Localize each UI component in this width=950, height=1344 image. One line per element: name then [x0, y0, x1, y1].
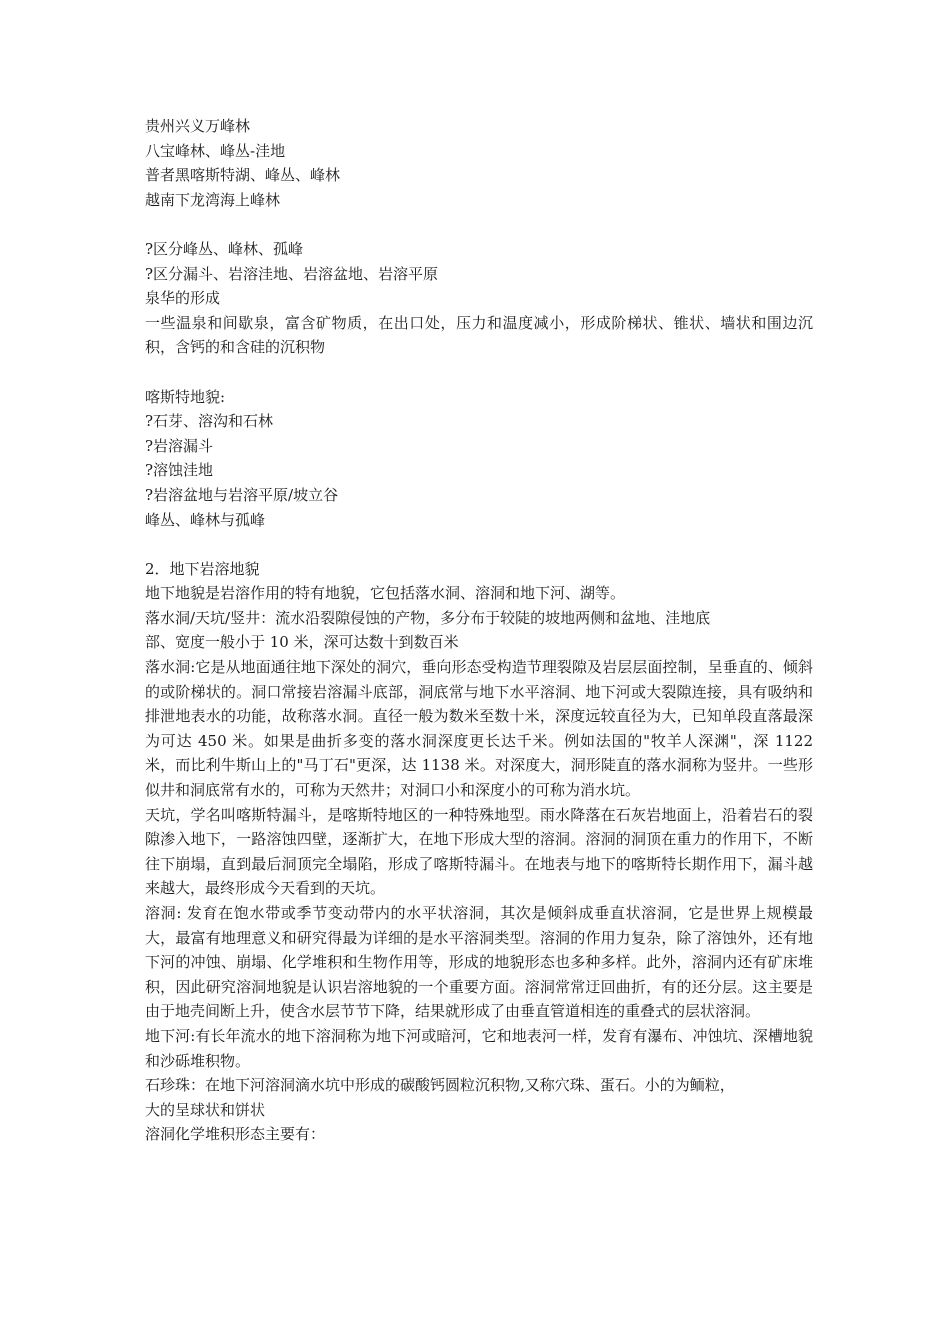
underground-river-paragraph: 地下河:有长年流水的地下溶洞称为地下河或暗河，它和地表河一样，发育有瀑布、冲蚀坑、深槽地貌和沙砾堆积物。 — [145, 1026, 813, 1070]
intro-line-3: 普者黑喀斯特湖、峰丛、峰林 — [145, 166, 341, 185]
intro-line-1: 贵州兴义万峰林 — [145, 117, 251, 135]
pearl-line-1: 石珍珠：在地下河溶洞滴水坑中形成的碳酸钙圆粒沉积物,又称穴珠、蛋石。小的为鲕粒， — [145, 1076, 735, 1095]
sinkhole-paragraph: 落水洞:它是从地面通往地下深处的洞穴，垂向形态受构造节理裂隙及岩层层面控制，呈垂直的、倾斜的或阶梯状的。洞口常接岩溶漏斗底部，洞底常与地下水平溶洞、地下河或大裂隙连接，具有吸纳和排泄地表水的功能，故称落水洞。直径一般为数米至数十米，深度远较直径为大，已知单段直落最深为可达 450 米。如果是曲折多变的落水洞深度更长达千米。例如法国的"牧羊人深渊"，深 1122 米，而比利牛斯山上的"马丁石"更深，达 1138 米。对深度大，洞形陡直的落水洞称为竖井。一些形似井和洞底常有水的，可称为天然井；对洞口小和深度小的可称为消水坑。 — [145, 658, 813, 800]
intro-line-2: 八宝峰林、峰丛-洼地 — [145, 141, 286, 160]
karst-item-1: ?石芽、溶沟和石林 — [145, 412, 274, 431]
section-heading: 2．地下岩溶地貌 — [145, 559, 260, 578]
document-page — [145, 114, 813, 1147]
tiankeng-paragraph: 天坑，学名叫喀斯特漏斗，是喀斯特地区的一种特殊地型。雨水降落在石灰岩地面上，沿着岩石的裂隙渗入地下，一路溶蚀四壁，逐渐扩大，在地下形成大型的溶洞。溶洞的洞顶在重力的作用下，不断往下崩塌，直到最后洞顶完全塌陷，形成了喀斯特漏斗。在地表与地下的喀斯特长期作用下，漏斗越来越大，最终形成今天看到的天坑。 — [145, 805, 813, 898]
distinguish-line-1: ?区分峰丛、峰林、孤峰 — [145, 239, 304, 258]
spring-title: 泉华的形成 — [145, 289, 221, 308]
karst-item-3: ?溶蚀洼地 — [145, 461, 214, 480]
blank-line — [145, 360, 813, 385]
intro-line-4: 越南下龙湾海上峰林 — [145, 190, 281, 209]
shaft-line-2: 部、宽度一般小于 10 米，深可达数十到数百米 — [145, 633, 459, 652]
underground-intro: 地下地貌是岩溶作用的特有地貌，它包括落水洞、溶洞和地下河、湖等。 — [145, 584, 626, 603]
karst-item-5: 峰丛、峰林与孤峰 — [145, 510, 266, 529]
chemical-deposits-line: 溶洞化学堆积形态主要有： — [145, 1125, 326, 1144]
distinguish-line-2: ?区分漏斗、岩溶洼地、岩溶盆地、岩溶平原 — [145, 264, 439, 283]
shaft-line-1: 落水洞/天坑/竖井：流水沿裂隙侵蚀的产物，多分布于较陡的坡地两侧和盆地、洼地底 — [145, 608, 711, 627]
karst-item-4: ?岩溶盆地与岩溶平原/坡立谷 — [145, 485, 339, 504]
karst-title: 喀斯特地貌: — [145, 387, 226, 406]
spring-paragraph: 一些温泉和间歇泉，富含矿物质，在出口处，压力和温度减小，形成阶梯状、锥状、墙状和围边沉积，含钙的和含硅的沉积物 — [145, 313, 813, 357]
blank-line — [145, 212, 813, 237]
pearl-line-2: 大的呈球状和饼状 — [145, 1100, 266, 1119]
karst-item-2: ?岩溶漏斗 — [145, 436, 214, 455]
cave-paragraph: 溶洞: 发育在饱水带或季节变动带内的水平状溶洞，其次是倾斜成垂直状溶洞，它是世界上规模最大，最富有地理意义和研究得最为详细的是水平溶洞类型。溶洞的作用力复杂，除了溶蚀外，还有地下河的冲蚀、崩塌、化学堆积和生物作用等，形成的地貌形态也多种多样。此外，溶洞内还有矿床堆积，因此研究溶洞地貌是认识岩溶地貌的一个重要方面。溶洞常常迂回曲折，有的还分层。这主要是由于地壳间断上升，使含水层节节下降，结果就形成了由垂直管道相连的重叠式的层状溶洞。 — [145, 904, 813, 1021]
blank-line — [145, 532, 813, 557]
